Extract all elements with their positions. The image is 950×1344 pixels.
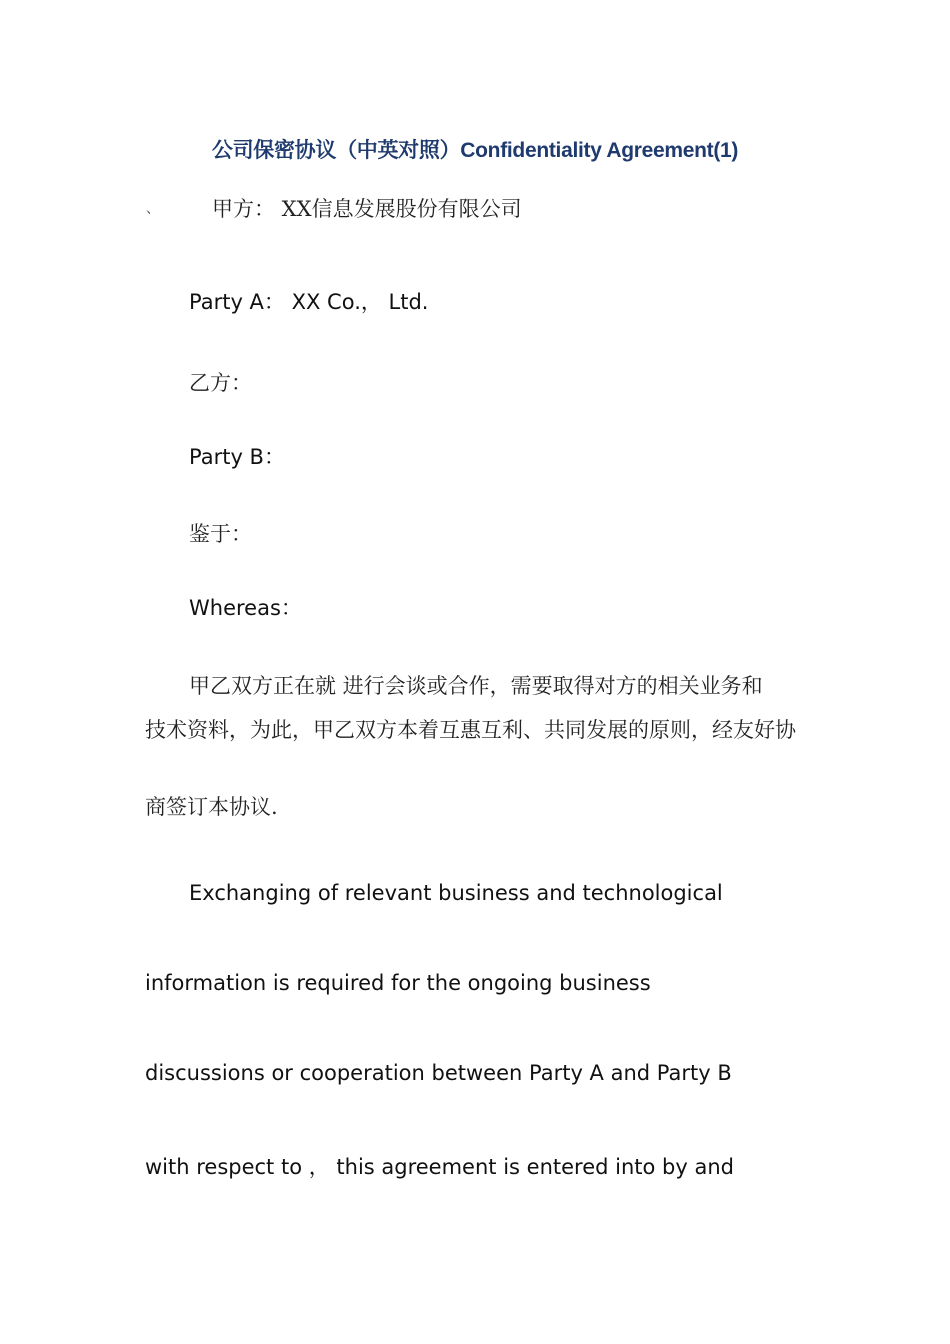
recital-english-line: Exchanging of relevant business and technological [189, 881, 723, 905]
party-b-chinese: 乙方： [189, 371, 252, 395]
whereas-chinese: 鉴于： [189, 522, 252, 546]
party-a-english: Party A： XX Co.， Ltd. [189, 290, 429, 314]
recital-chinese-line: 甲乙双方正在就 进行会谈或合作，需要取得对方的相关业务和 [189, 674, 763, 698]
recital-english-line: discussions or cooperation between Party A and Party B [145, 1061, 732, 1085]
stray-punctuation-mark: 、 [146, 201, 160, 217]
whereas-english: Whereas： [189, 596, 302, 620]
party-a-chinese: 甲方： XX信息发展股份有限公司 [212, 197, 522, 221]
recital-chinese-line: 技术资料，为此，甲乙双方本着互惠互利、共同发展的原则，经友好协 [145, 718, 796, 742]
document-title: 公司保密协议（中英对照）Confidentiality Agreement(1) [211, 139, 739, 162]
recital-english-line: with respect to ， this agreement is entered into by and [145, 1155, 734, 1179]
recital-chinese-line: 商签订本协议. [145, 795, 278, 819]
recital-english-line: information is required for the ongoing business [145, 971, 651, 995]
party-b-english: Party B： [189, 445, 285, 469]
